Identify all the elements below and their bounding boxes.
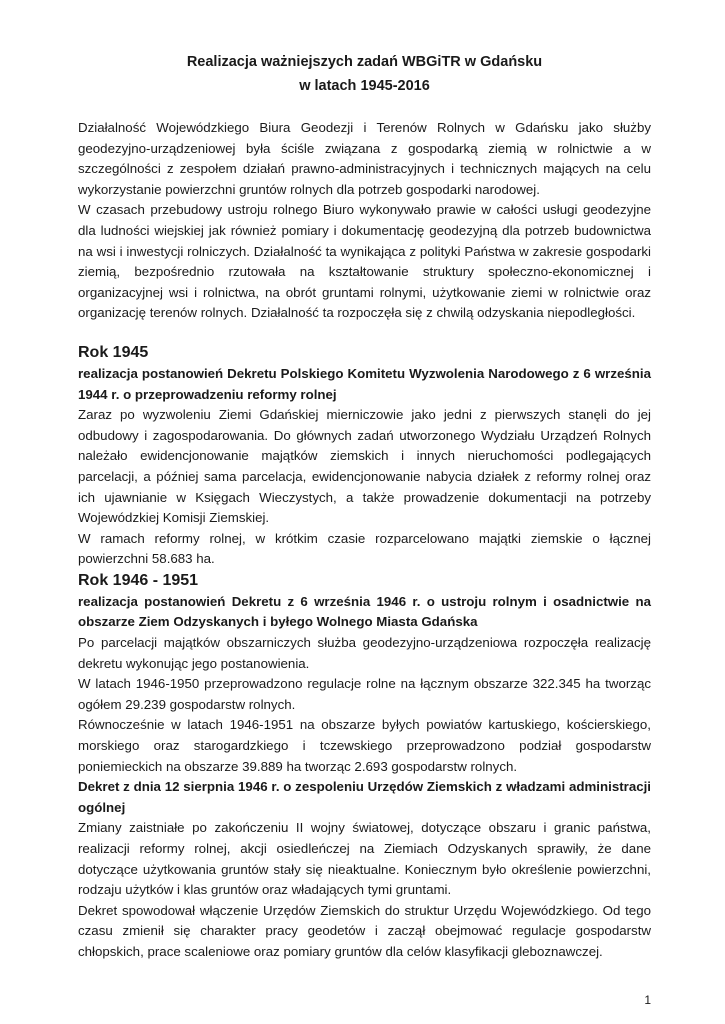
section-heading-1945: Rok 1945 [78, 343, 149, 361]
section-heading-1946-1951: Rok 1946 - 1951 [78, 571, 199, 589]
decree-paragraph-2: Dekret spowodował włączenie Urzędów Ziemskich do struktur Urzędu Wojewódzkiego. Od tego czasu zmienił się charakter pracy geodetów i zaczął obejmować regulacje gospodarstw chłopskich, prace scaleniowe oraz pomiary gruntów dla celów klasyfikacji gleboznawczej. [78, 902, 651, 959]
title-line-1: Realizacja ważniejszych zadań WBGiTR w Gdańsku [186, 54, 543, 70]
section-1946-paragraph-1: Po parcelacji majątków obszarniczych służba geodezyjno-urządzeniowa rozpoczęła realizację dekretu wykonując jego postanowienia. [78, 635, 651, 671]
section-1945-paragraph-1: Zaraz po wyzwoleniu Ziemi Gdańskiej mierniczowie jako jedni z pierwszych stanęli do jej odbudowy i zagospodarowania. Do głównych zadań utworzonego Wydziału Urządzeń Rolnych należało ewidencjonowanie majątków ziemskich i innych nieruchomości podlegających parcelacji, a później sama parcelacja, ewidencjonowanie nabycia działek z reformy rolnej oraz ich ujawnianie w Księgach Wieczystych, a także prowadzenie dokumentacji na potrzeby Wojewódzkiej Komisji Ziemskiej. [78, 407, 651, 526]
section-1946-paragraph-2: W latach 1946-1950 przeprowadzono regulacje rolne na łącznym obszarze 322.345 ha tworząc ogółem 29.239 gospodarstw rolnych. [78, 676, 651, 712]
decree-heading: Dekret z dnia 12 sierpnia 1946 r. o zespoleniu Urzędów Ziemskich z władzami administracji ogólnej [78, 779, 651, 815]
document-page [78, 50, 651, 963]
section-1945-paragraph-2: W ramach reformy rolnej, w krótkim czasie rozparcelowano majątki ziemskie o łącznej powierzchni 58.683 ha. [78, 530, 651, 567]
document-title [78, 50, 651, 98]
decree-paragraph-1: Zmiany zaistniałe po zakończeniu II wojny światowej, dotyczące obszaru i granic państwa, realizacji reformy rolnej, akcji osiedleńczej na Ziemiach Odzyskanych sprawiły, że dane dotyczące użytkowania gruntów stały się nieaktualne. Koniecznym było określenie powierzchni, rodzaju użytków i klas gruntów oraz władających tymi gruntami. [78, 820, 651, 898]
title-line-2: w latach 1945-2016 [299, 78, 430, 94]
section-subheading-1946-1951: realizacja postanowień Dekretu z 6 września 1946 r. o ustroju rolnym i osadnictwie na obszarze Ziem Odzyskanych i byłego Wolnego Miasta Gdańska [78, 593, 651, 630]
section-subheading-1945: realizacja postanowień Dekretu Polskiego Komitetu Wyzwolenia Narodowego z 6 września 1944 r. o przeprowadzeniu reformy rolnej [78, 365, 651, 402]
intro-paragraph-2: W czasach przebudowy ustroju rolnego Biuro wykonywało prawie w całości usługi geodezyjne dla ludności wiejskiej jak również pomiary i dokumentację geodezyjną dla potrzeb budownictwa na wsi i inwestycji rolniczych. Działalność ta wynikająca z polityki Państwa w zakresie gospodarki ziemią, bezpośrednio rzutowała na kształtowanie struktury społeczno-ekonomicznej i organizacyjnej wsi i rolnictwa, na obrót gruntami rolnymi, użytkowanie ziemi w rolnictwie oraz organizację terenów rolnych. Działalność ta rozpoczęła się z chwilą odzyskania niepodległości. [78, 202, 651, 321]
intro-paragraph-1: Działalność Wojewódzkiego Biura Geodezji i Terenów Rolnych w Gdańsku jako służby geodezyjno-urządzeniowej była ściśle związana z gospodarką ziemią w rolnictwie a w szczególności z zespołem działań prawno-administracyjnych i technicznych mających na celu wykorzystanie powierzchni gruntów rolnych dla potrzeb gospodarki narodowej. [78, 120, 651, 197]
section-1946-paragraph-3: Równocześnie w latach 1946-1951 na obszarze byłych powiatów kartuskiego, kościerskiego, morskiego oraz starogardzkiego i tczewskiego przeprowadzono podział gospodarstw poniemieckich na obszarze 39.889 ha tworząc 2.693 gospodarstw rolnych. [78, 717, 651, 774]
page-number: 1 [644, 993, 651, 1007]
